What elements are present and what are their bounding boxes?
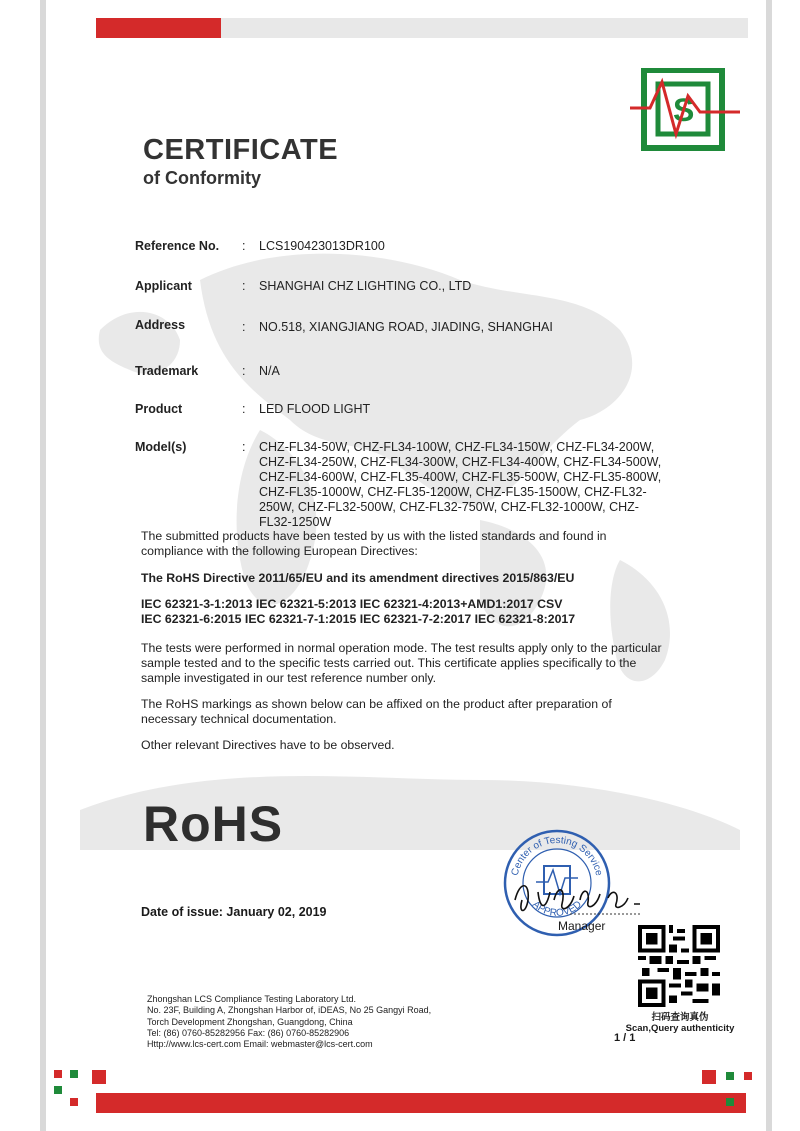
markings-line: The RoHS markings as shown below can be affixed on the product after preparation of bbox=[141, 697, 612, 711]
tests-line: The tests were performed in normal operation mode. The test results apply only to the particular bbox=[141, 641, 662, 655]
models-line: 250W, CHZ-FL32-500W, CHZ-FL32-750W, CHZ-FL32-1000W, CHZ- bbox=[259, 500, 639, 514]
lab-contact-info bbox=[147, 994, 431, 1050]
right-frame bbox=[766, 0, 772, 1131]
other-directives-text: Other relevant Directives have to be observed. bbox=[141, 738, 395, 752]
models-line: CHZ-FL34-250W, CHZ-FL34-300W, CHZ-FL34-400W, CHZ-FL34-500W, bbox=[259, 455, 662, 469]
corner-square bbox=[702, 1070, 716, 1084]
field-colon: : bbox=[242, 364, 246, 378]
bottom-bar bbox=[96, 1093, 746, 1113]
qr-caption-en: Scan,Query authenticity bbox=[625, 1023, 735, 1034]
rohs-mark: RoHS bbox=[143, 796, 284, 852]
stamp-approved: APPROVED bbox=[530, 899, 584, 920]
top-bar-accent bbox=[96, 18, 221, 38]
markings-paragraph bbox=[141, 697, 651, 727]
lab-line: Torch Development Zhongshan, Guangdong, China bbox=[147, 1016, 353, 1027]
lab-line: Http://www.lcs-cert.com Email: webmaster@lcs-cert.com bbox=[147, 1039, 373, 1050]
corner-square bbox=[744, 1072, 752, 1080]
field-value: N/A bbox=[259, 364, 280, 378]
intro-line: The submitted products have been tested by us with the listed standards and found in bbox=[141, 529, 607, 543]
standards-list bbox=[141, 597, 651, 627]
page-number: 1 / 1 bbox=[614, 1032, 636, 1044]
date-of-issue: Date of issue: January 02, 2019 bbox=[141, 905, 327, 919]
field-label: Model(s) bbox=[135, 440, 187, 454]
models-line: FL32-1250W bbox=[259, 515, 332, 529]
qr-code[interactable] bbox=[638, 925, 720, 1007]
corner-square bbox=[726, 1072, 734, 1080]
corner-square bbox=[92, 1070, 106, 1084]
field-label: Product bbox=[135, 402, 183, 416]
models-list bbox=[259, 440, 679, 530]
markings-line: necessary technical documentation. bbox=[141, 712, 337, 726]
intro-line: compliance with the following European Directives: bbox=[141, 544, 418, 558]
corner-square bbox=[70, 1098, 78, 1106]
field-colon: : bbox=[242, 279, 246, 293]
corner-square bbox=[726, 1098, 734, 1106]
field-value: NO.518, XIANGJIANG ROAD, JIADING, SHANGHAI bbox=[259, 320, 553, 334]
field-value: LED FLOOD LIGHT bbox=[259, 402, 371, 416]
lab-line: Zhongshan LCS Compliance Testing Laboratory Ltd. bbox=[147, 994, 356, 1004]
field-colon: : bbox=[242, 239, 246, 253]
corner-square bbox=[54, 1070, 62, 1078]
field-colon: : bbox=[242, 320, 246, 334]
corner-square bbox=[54, 1086, 62, 1094]
lab-line: No. 23F, Building A, Zhongshan Harbor of, iDEAS, No 25 Gangyi Road, bbox=[147, 1005, 432, 1016]
field-label: Address bbox=[135, 318, 186, 332]
models-line: CHZ-FL35-1000W, CHZ-FL35-1200W, CHZ-FL35-1500W, CHZ-FL32- bbox=[259, 485, 647, 499]
manager-signature bbox=[510, 870, 650, 920]
stamp-text: Center of Testing Service bbox=[509, 834, 605, 877]
tests-paragraph bbox=[141, 641, 701, 686]
standards-line: IEC 62321-6:2015 IEC 62321-7-1:2015 IEC 62321-7-2:2017 IEC 62321-8:2017 bbox=[141, 612, 576, 626]
intro-paragraph bbox=[141, 529, 651, 559]
field-colon: : bbox=[242, 402, 246, 416]
standards-line: IEC 62321-3-1:2013 IEC 62321-5:2013 IEC 62321-4:2013+AMD1:2017 CSV bbox=[141, 597, 563, 611]
field-label: Trademark bbox=[135, 364, 199, 378]
qr-caption bbox=[622, 1009, 738, 1034]
field-label: Reference No. bbox=[135, 239, 220, 253]
field-value: LCS190423013DR100 bbox=[259, 239, 385, 253]
field-label: Applicant bbox=[135, 279, 192, 293]
corner-square bbox=[70, 1070, 78, 1078]
svg-text:S: S bbox=[673, 92, 695, 128]
manager-label: Manager bbox=[558, 919, 606, 933]
tests-line: sample tested and to the specific tests carried out. This certificate applies specifically to the bbox=[141, 656, 637, 670]
lab-line: Tel: (86) 0760-85282956 Fax: (86) 0760-85282906 bbox=[147, 1027, 350, 1038]
tests-line: sample investigated in our test reference number only. bbox=[141, 671, 437, 685]
lcs-logo bbox=[630, 68, 740, 152]
models-line: CHZ-FL34-600W, CHZ-FL35-400W, CHZ-FL35-500W, CHZ-FL35-800W, bbox=[259, 470, 662, 484]
field-value: SHANGHAI CHZ LIGHTING CO., LTD bbox=[259, 279, 472, 293]
left-frame bbox=[40, 0, 46, 1131]
models-line: CHZ-FL34-50W, CHZ-FL34-100W, CHZ-FL34-150W, CHZ-FL34-200W, bbox=[259, 440, 655, 454]
certificate-title: CERTIFICATE bbox=[143, 134, 339, 166]
qr-caption-cn: 扫码查询真伪 bbox=[651, 1012, 709, 1023]
directive-text: The RoHS Directive 2011/65/EU and its amendment directives 2015/863/EU bbox=[141, 571, 575, 585]
certificate-subtitle: of Conformity bbox=[143, 168, 261, 188]
field-colon: : bbox=[242, 440, 246, 454]
